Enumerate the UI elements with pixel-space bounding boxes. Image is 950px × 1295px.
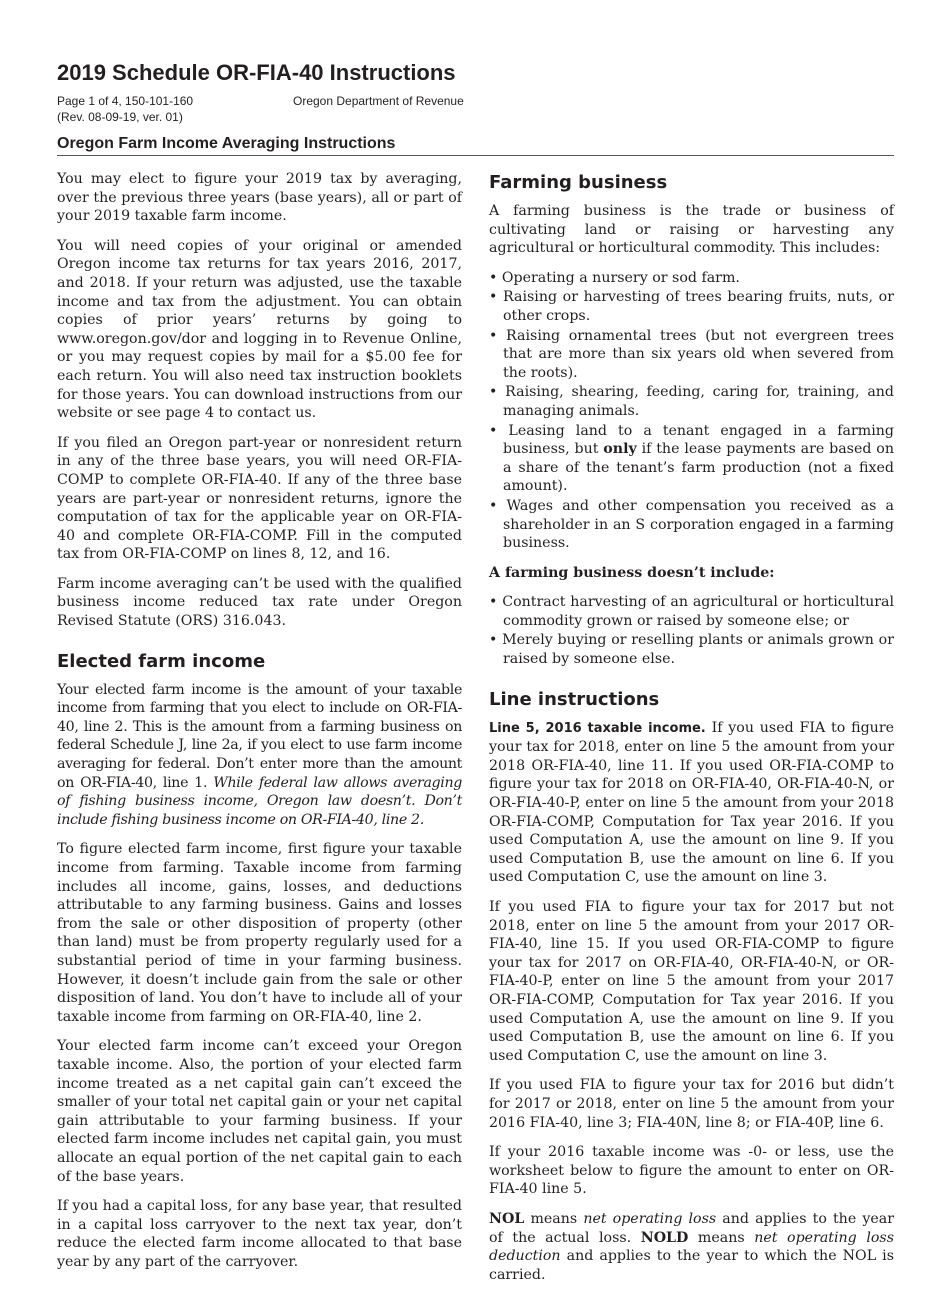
- text-run: If you used FIA to figure your tax for 2018, enter on line 5 the amount from your 2018 OR-FIA-40, line 11. If you used OR-FIA-COMP to figure your tax for 2018 on OR-FIA-40, OR-FIA-40-N, or OR-FIA-40-P, enter on line 5 the amount from your 2018 OR-FIA-COMP, Computation for Tax year 2016. If you used Computation A, use the amount on line 9. If you used Computation B, use the amount on line 6. If you used Computation C, use the amount on line 3.: [489, 719, 894, 886]
- text-run: Contract harvesting of an agricultural or horticultural commodity grown or raised by someone else; or: [502, 594, 894, 629]
- text-run: Your elected farm income is the amount of your taxable income from farming that you elect to include on OR-FIA-40, line 2. This is the amount from a farming business on federal Schedule J, line 2a, if you elect to use farm income averaging for federal. Don’t enter more than the amount on OR-FIA-40, line 1.: [57, 681, 462, 791]
- paragraph: [489, 1143, 894, 1199]
- text-run: Your elected farm income can’t exceed your Oregon taxable income. Also, the portion of your elected farm income treated as a net capital gain can’t exceed the smaller of your total net capital gain or your net capital gain attributable to your farming business. If your elected farm income includes net capital gain, you must allocate an equal portion of the net capital gain to each of the base years.: [57, 1038, 462, 1185]
- emphasis-text: While federal law allows averaging of fishing business income, Oregon law doesn’t. Don’t include fishing business income on OR-FIA-40, line 2.: [57, 774, 462, 828]
- list-item: [489, 631, 894, 668]
- emphasis-text: net operating loss deduction: [489, 1229, 894, 1265]
- text-run: Leasing land to a tenant engaged in a farming business, but: [503, 422, 894, 458]
- bullet-list: [489, 593, 894, 668]
- text-run: if the lease payments are based on a share of the tenant’s farm production (not a fixed amount).: [503, 441, 894, 495]
- text-run: If you filed an Oregon part-year or nonresident return in any of the three base years, you will need OR-FIA-COMP to complete OR-FIA-40. If any of the three base years are part-year or nonresident returns, ignore the computation of tax for the applicable year on OR-FIA-40 and complete OR-FIA-COMP. Fill in the computed tax from OR-FIA-COMP on lines 8, 12, and 16.: [57, 434, 462, 563]
- paragraph: [57, 1037, 462, 1186]
- emphasis-text: NOL: [489, 1210, 525, 1227]
- text-run: To figure elected farm income, first figure your taxable income from farming. Taxable income from farming includes all income, gains, losses, and deductions attributable to any farming business. Gains and losses from the sale or other disposition of property (other than land) must be from property regularly used for a substantial period of time in your farming business. However, it doesn’t include gain from the sale or other disposition of land. You don’t have to include all of your taxable income from farming on OR-FIA-40, line 2.: [57, 841, 462, 1025]
- text-run: If you used FIA to figure your tax for 2017 but not 2018, enter on line 5 the amount from your 2017 OR-FIA-40, line 15. If you used OR-FIA-COMP to figure your tax for 2017 on OR-FIA-40, OR-FIA-40-N, or OR-FIA-40-P, enter on line 5 the amount from your 2017 OR-FIA-COMP, Computation for Tax year 2016. If you used Computation A, use the amount on line 9. If you used Computation B, use the amount on line 6. If you used Computation C, use the amount on line 3.: [489, 899, 894, 1064]
- revision: (Rev. 08-09-19, ver. 01): [57, 110, 183, 124]
- text-run: You may elect to figure your 2019 tax by averaging, over the previous three years (base years), all or part of your 2019 taxable farm income.: [57, 171, 462, 225]
- text-run: You will need copies of your original or amended Oregon income tax returns for tax years 2016, 2017, and 2018. If your return was adjusted, use the taxable income and tax from the adjustment. You can obtain copies of prior years’ returns by going to www.oregon.gov/dor and logging in to Revenue Online, or you may request copies by mail for a $5.00 fee for each return. You will also need tax instruction booklets for those years. You can download instructions from our website or see page 4 to contact us.: [57, 237, 462, 422]
- section-heading: Elected farm income: [57, 650, 266, 672]
- list-item: [489, 593, 894, 630]
- paragraph: [57, 840, 462, 1026]
- section-heading: Farming business: [489, 172, 668, 193]
- bullet-list: [489, 269, 894, 553]
- text-run: means: [688, 1229, 755, 1246]
- paragraph: [489, 564, 894, 583]
- text-run: Wages and other compensation you received as a shareholder in an S corporation engaged in a farming business.: [503, 497, 894, 552]
- left-column: [57, 170, 462, 1282]
- text-run: If your 2016 taxable income was -0- or less, use the worksheet below to figure the amount to enter on OR-FIA-40 line 5.: [489, 1144, 894, 1198]
- list-item: [489, 383, 894, 420]
- text-run: means: [524, 1210, 584, 1227]
- text-run: Farm income averaging can’t be used with the qualified business income reduced tax rate under Oregon Revised Statute (ORS) 316.043.: [57, 575, 462, 630]
- right-column: [489, 170, 894, 1295]
- section-heading: Line instructions: [489, 688, 660, 710]
- emphasis-text: only: [603, 441, 637, 458]
- paragraph: [489, 202, 894, 258]
- text-run: Merely buying or reselling plants or animals grown or raised by someone else.: [502, 632, 894, 668]
- page-title: 2019 Schedule OR-FIA-40 Instructions: [57, 60, 456, 85]
- emphasis-text: Line 5, 2016 taxable income.: [489, 720, 706, 736]
- list-item: [489, 497, 894, 553]
- text-run: Raising, shearing, feeding, caring for, training, and managing animals.: [503, 384, 894, 419]
- paragraph: [57, 170, 462, 226]
- page-info: Page 1 of 4, 150-101-160: [57, 94, 194, 108]
- paragraph: [57, 434, 462, 564]
- paragraph: [57, 575, 462, 631]
- agency: Oregon Department of Revenue: [293, 94, 464, 108]
- paragraph: [57, 1197, 462, 1271]
- list-item: [489, 288, 894, 325]
- emphasis-text: A farming business doesn’t include:: [489, 564, 775, 581]
- text-run: and applies to the year to which the NOL is carried.: [489, 1248, 894, 1283]
- paragraph: [489, 1076, 894, 1132]
- list-item: [489, 422, 894, 496]
- form-info: [57, 93, 193, 125]
- paragraph: [57, 237, 462, 423]
- text-run: If you used FIA to figure your tax for 2016 but didn’t for 2017 or 2018, enter on line 5 the amount from your 2016 FIA-40, line 3; FIA-40N, line 8; or FIA-40P, line 6.: [489, 1077, 894, 1131]
- emphasis-text: NOLD: [640, 1229, 689, 1246]
- text-run: If you had a capital loss, for any base year, that resulted in a capital loss carryover to the next tax year, don’t reduce the elected farm income allocated to that base year by any part of the carryover.: [57, 1198, 462, 1270]
- text-run: A farming business is the trade or business of cultivating land or raising or harvesting any agricultural or horticultural commodity. This includes:: [489, 203, 894, 257]
- paragraph: [489, 1210, 894, 1284]
- paragraph: [489, 719, 894, 887]
- list-item: [489, 327, 894, 383]
- text-run: Raising ornamental trees (but not evergreen trees that are more than six years old when severed from the roots).: [503, 327, 894, 381]
- list-item: [489, 269, 894, 288]
- text-run: Raising or harvesting of trees bearing fruits, nuts, or other crops.: [503, 289, 894, 324]
- text-run: Operating a nursery or sod farm.: [501, 269, 740, 286]
- section-title: Oregon Farm Income Averaging Instructions: [57, 135, 894, 156]
- paragraph: [57, 681, 462, 830]
- paragraph: [489, 898, 894, 1065]
- emphasis-text: net operating loss: [583, 1210, 717, 1227]
- text-run: and applies to the year of the actual loss.: [489, 1210, 895, 1246]
